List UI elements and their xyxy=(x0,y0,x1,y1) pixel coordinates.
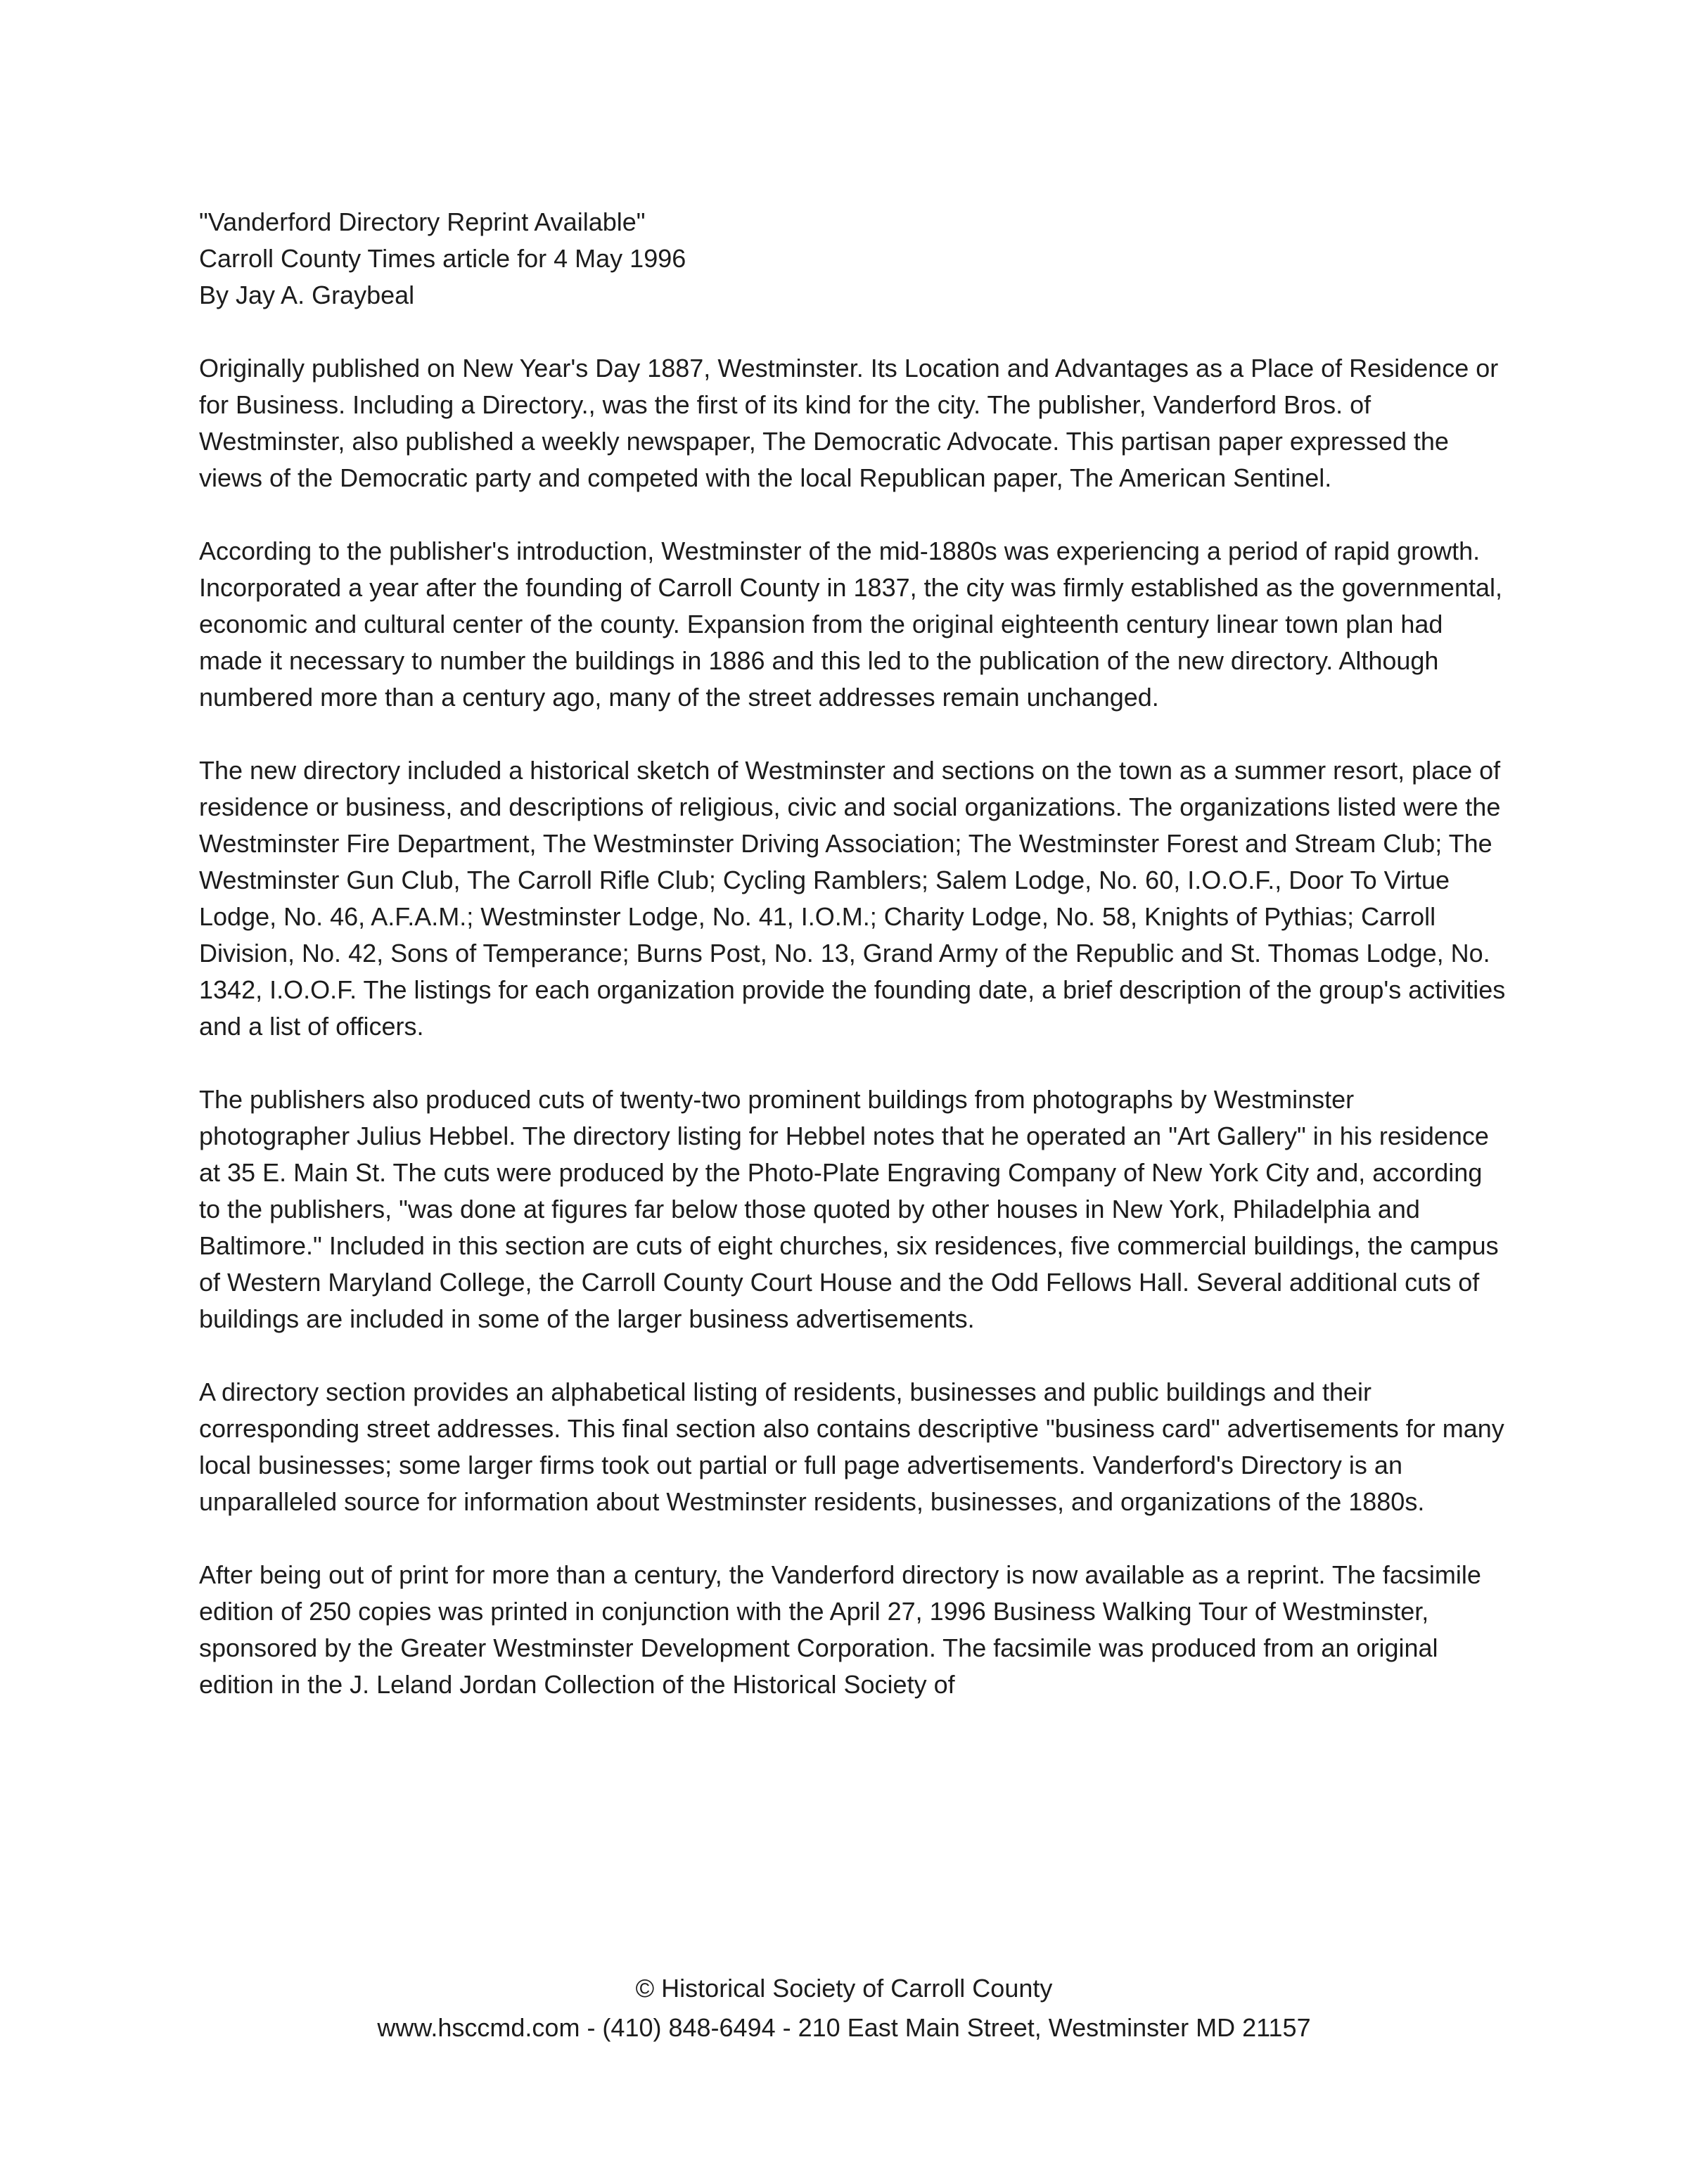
footer-contact: www.hsccmd.com - (410) 848-6494 - 210 East Main Street, Westminster MD 21157 xyxy=(377,2013,1311,2042)
article-paragraph: Originally published on New Year's Day 1887, Westminster. Its Location and Advantages as a Place of Residence or for Business. Including a Directory., was the first of its kind for the city. The publisher, Vanderford Bros. of Westminster, also published a weekly newspaper, The Democratic Advocate. This partisan paper expressed the views of the Democratic party and competed with the local Republican paper, The American Sentinel. xyxy=(199,354,1499,492)
article-paragraph: The publishers also produced cuts of twenty-two prominent buildings from photographs by Westminster photographer Julius Hebbel. The directory listing for Hebbel notes that he operated an "Art Gallery" in his residence at 35 E. Main St. The cuts were produced by the Photo-Plate Engraving Company of New York City and, according to the publishers, "was done at figures far below those quoted by other houses in New York, Philadelphia and Baltimore." Included in this section are cuts of eight churches, six residences, five commercial buildings, the campus of Western Maryland College, the Carroll County Court House and the Odd Fellows Hall. Several additional cuts of buildings are included in some of the larger business advertisements. xyxy=(199,1085,1499,1333)
article-paragraph: After being out of print for more than a century, the Vanderford directory is now available as a reprint. The facsimile edition of 250 copies was printed in conjunction with the April 27, 1996 Business Walking Tour of Westminster, sponsored by the Greater Westminster Development Corporation. The facsimile was produced from an original edition in the J. Leland Jordan Collection of the Historical Society of xyxy=(199,1560,1481,1699)
page-footer xyxy=(0,1969,1688,2048)
article-byline: By Jay A. Graybeal xyxy=(199,281,415,309)
article-title: "Vanderford Directory Reprint Available" xyxy=(199,207,646,236)
article-body xyxy=(199,204,1509,1740)
article-source-line: Carroll County Times article for 4 May 1996 xyxy=(199,244,686,273)
article-header xyxy=(199,204,1509,314)
article-paragraph: A directory section provides an alphabetical listing of residents, businesses and public buildings and their corresponding street addresses. This final section also contains descriptive "business card" advertisements for many local businesses; some larger firms took out partial or full page advertisements. Vanderford's Directory is an unparalleled source for information about Westminster residents, businesses, and organizations of the 1880s. xyxy=(199,1377,1504,1516)
footer-copyright: © Historical Society of Carroll County xyxy=(635,1974,1053,2003)
article-paragraph: The new directory included a historical sketch of Westminster and sections on the town as a summer resort, place of residence or business, and descriptions of religious, civic and social organizations. The organizations listed were the Westminster Fire Department, The Westminster Driving Association; The Westminster Forest and Stream Club; The Westminster Gun Club, The Carroll Rifle Club; Cycling Ramblers; Salem Lodge, No. 60, I.O.O.F., Door To Virtue Lodge, No. 46, A.F.A.M.; Westminster Lodge, No. 41, I.O.M.; Charity Lodge, No. 58, Knights of Pythias; Carroll Division, No. 42, Sons of Temperance; Burns Post, No. 13, Grand Army of the Republic and St. Thomas Lodge, No. 1342, I.O.O.F. The listings for each organization provide the founding date, a brief description of the group's activities and a list of officers. xyxy=(199,756,1506,1041)
article-paragraph: According to the publisher's introduction, Westminster of the mid-1880s was experiencing a period of rapid growth. Incorporated a year after the founding of Carroll County in 1837, the city was firmly established as the governmental, economic and cultural center of the county. Expansion from the original eighteenth century linear town plan had made it necessary to number the buildings in 1886 and this led to the publication of the new directory. Although numbered more than a century ago, many of the street addresses remain unchanged. xyxy=(199,537,1502,712)
